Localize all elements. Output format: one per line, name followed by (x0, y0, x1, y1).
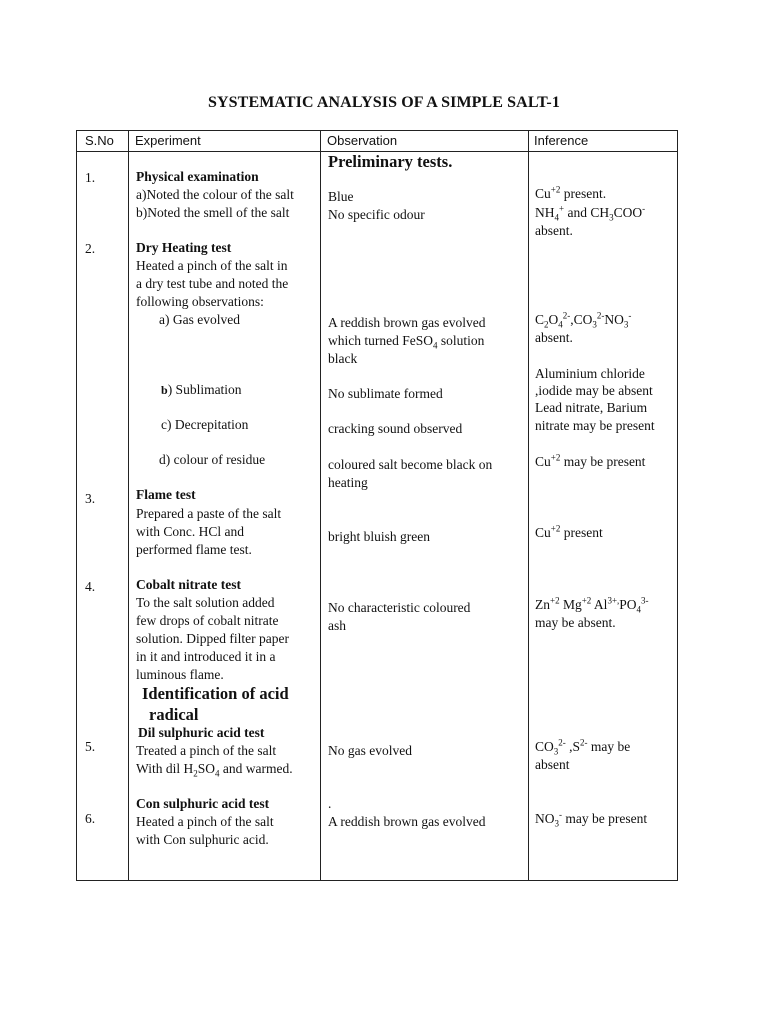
experiment-line: performed flame test. (136, 542, 252, 557)
observation-text: A reddish brown gas evolved (328, 814, 486, 829)
observation-text: heating (328, 475, 368, 490)
section-heading-preliminary: Preliminary tests. (328, 152, 453, 171)
section-heading-acid-radical-cont: radical (149, 705, 199, 724)
observation-text: coloured salt become black on (328, 457, 493, 472)
experiment-line: solution. Dipped filter paper (136, 631, 289, 646)
header-observation: Observation (327, 133, 398, 148)
observation-text: . (328, 796, 332, 811)
row-number: 2. (85, 241, 96, 256)
experiment-line: Prepared a paste of the salt (136, 506, 282, 521)
row-number: 6. (85, 811, 96, 826)
experiment-line: Heated a pinch of the salt in (136, 258, 288, 273)
experiment-line: with Con sulphuric acid. (136, 832, 269, 847)
experiment-subitem: d) colour of residue (159, 452, 266, 467)
inference-text: $Cu^{+2}$ present (535, 523, 603, 540)
observation-text: A reddish brown gas evolved (328, 315, 486, 330)
column-divider (528, 131, 529, 880)
experiment-line: b)Noted the smell of the salt (136, 205, 290, 220)
experiment-title: Cobalt nitrate test (136, 577, 241, 592)
experiment-line: a dry test tube and noted the (136, 276, 289, 291)
experiment-line: a)Noted the colour of the salt (136, 187, 294, 202)
inference-text: nitrate may be present (535, 418, 655, 433)
experiment-line: To the salt solution added (136, 595, 275, 610)
row-number: 1. (85, 170, 96, 185)
column-divider (320, 131, 321, 880)
inference-text: $Cu^{+2}$ present. (535, 184, 607, 201)
inference-text: $NO_3^-$ may be present (535, 809, 648, 829)
header-experiment: Experiment (135, 133, 201, 148)
inference-text: $NH_4^+$ and $CH_3COO^-$ (535, 203, 646, 223)
observation-text: black (328, 351, 358, 366)
inference-text: absent. (535, 223, 573, 238)
observation-text: No specific odour (328, 207, 425, 222)
header-inference: Inference (534, 133, 589, 148)
experiment-subitem: a) Gas evolved (159, 312, 240, 327)
observation-text: bright bluish green (328, 529, 430, 544)
row-number: 3. (85, 491, 96, 506)
inference-text: may be absent. (535, 615, 616, 630)
observation-text: which turned FeSO$_4$ solution (328, 333, 485, 351)
experiment-title: Physical examination (136, 169, 259, 184)
experiment-title: Dil sulphuric acid test (138, 725, 265, 740)
experiment-line: Treated a pinch of the salt (136, 743, 277, 758)
inference-text: absent. (535, 330, 573, 345)
page-title: SYSTEMATIC ANALYSIS OF A SIMPLE SALT-1 (208, 94, 560, 111)
experiment-line: following observations: (136, 294, 264, 309)
inference-text: absent (535, 757, 570, 772)
inference-text: Aluminium chloride (535, 366, 645, 381)
observation-text: cracking sound observed (328, 421, 463, 436)
inference-text: $Zn^{+2}$ $Mg^{+2}$ $Al^{3+,}PO_4^{3-}$ (535, 595, 649, 615)
analysis-table (76, 130, 678, 881)
experiment-line: in it and introduced it in a (136, 649, 276, 664)
observation-text: No characteristic coloured (328, 600, 471, 615)
observation-text: No sublimate formed (328, 386, 443, 401)
experiment-title: Con sulphuric acid test (136, 796, 270, 811)
observation-text: Blue (328, 189, 354, 204)
inference-text: $Cu^{+2}$ may be present (535, 452, 646, 469)
experiment-line: with Conc. HCl and (136, 524, 244, 539)
header-sno: S.No (85, 133, 114, 148)
experiment-line: few drops of cobalt nitrate (136, 613, 279, 628)
column-divider (128, 131, 129, 880)
experiment-line: With dil $H_2SO_4$ and warmed. (136, 761, 293, 779)
inference-text: Lead nitrate, Barium (535, 400, 648, 415)
observation-text: No gas evolved (328, 743, 412, 758)
experiment-title: Flame test (136, 487, 196, 502)
row-number: 5. (85, 739, 96, 754)
observation-text: ash (328, 618, 346, 633)
experiment-line: Heated a pinch of the salt (136, 814, 274, 829)
inference-text: $CO_3^{2-}$ $,S^{2-}$ may be (535, 737, 631, 757)
section-heading-acid-radical: Identification of acid (142, 684, 289, 703)
experiment-subitem: b) Sublimation (161, 382, 242, 397)
inference-text: ,iodide may be absent (535, 383, 653, 398)
experiment-line: luminous flame. (136, 667, 224, 682)
inference-text: $C_2O_4^{2-},CO_3^{2-}NO_3^-$ (535, 310, 632, 330)
experiment-subitem: c) Decrepitation (161, 417, 249, 432)
row-number: 4. (85, 579, 96, 594)
experiment-title: Dry Heating test (136, 240, 232, 255)
